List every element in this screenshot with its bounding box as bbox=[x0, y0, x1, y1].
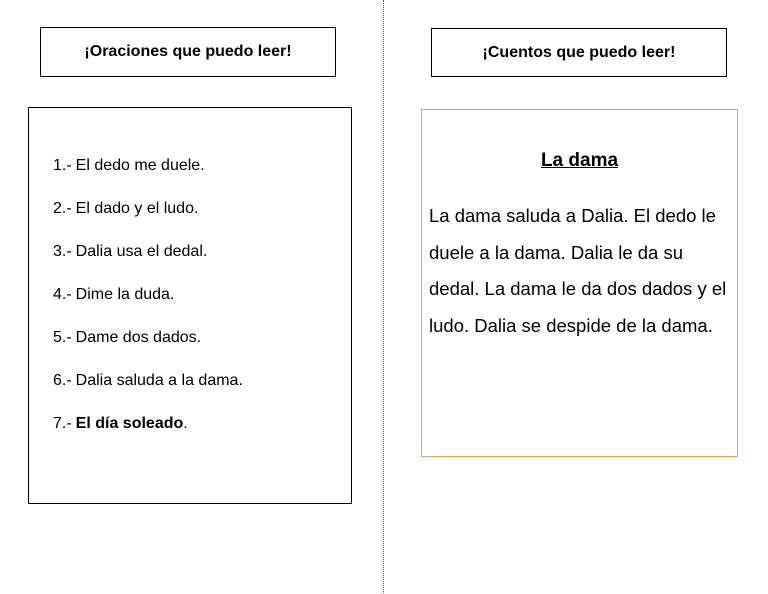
story-title: La dama bbox=[540, 150, 619, 171]
stories-title: ¡Cuentos que puedo leer! bbox=[482, 43, 676, 61]
sentence-item bbox=[53, 328, 243, 371]
sentence-text: Dalia saluda a la dama. bbox=[75, 372, 243, 389]
sentence-suffix: . bbox=[183, 415, 188, 432]
stories-title-box bbox=[431, 28, 727, 77]
sentence-item bbox=[53, 199, 243, 242]
sentences-list bbox=[53, 156, 243, 457]
sentences-title-box bbox=[40, 27, 336, 77]
sentence-number: 4.- bbox=[53, 286, 72, 303]
sentence-item bbox=[53, 371, 243, 414]
sentence-text: El dedo me duele. bbox=[75, 157, 205, 174]
sentences-title: ¡Oraciones que puedo leer! bbox=[84, 43, 292, 60]
sentence-text: Dalia usa el dedal. bbox=[75, 243, 208, 260]
sentence-number: 3.- bbox=[53, 243, 72, 260]
sentence-item bbox=[53, 414, 243, 457]
sentence-text: El dado y el ludo. bbox=[75, 200, 199, 217]
sentence-text: Dime la duda. bbox=[75, 286, 175, 303]
sentences-box bbox=[28, 107, 352, 504]
sentence-number: 2.- bbox=[53, 200, 72, 217]
dotted-divider bbox=[383, 0, 384, 594]
sentence-text: El día soleado bbox=[75, 415, 184, 432]
sentence-item bbox=[53, 242, 243, 285]
sentence-number: 7.- bbox=[53, 415, 72, 432]
sentence-number: 1.- bbox=[53, 157, 72, 174]
story-box bbox=[421, 109, 738, 457]
sentence-item bbox=[53, 285, 243, 328]
sentence-text: Dame dos dados. bbox=[75, 329, 202, 346]
sentence-number: 5.- bbox=[53, 329, 72, 346]
sentence-item bbox=[53, 156, 243, 199]
story-text: La dama saluda a Dalia. El dedo le duele a la dama. Dalia le da su dedal. La dama le da dos dados y el ludo. Dalia se despide de la dama. bbox=[429, 205, 727, 336]
sentence-number: 6.- bbox=[53, 372, 72, 389]
